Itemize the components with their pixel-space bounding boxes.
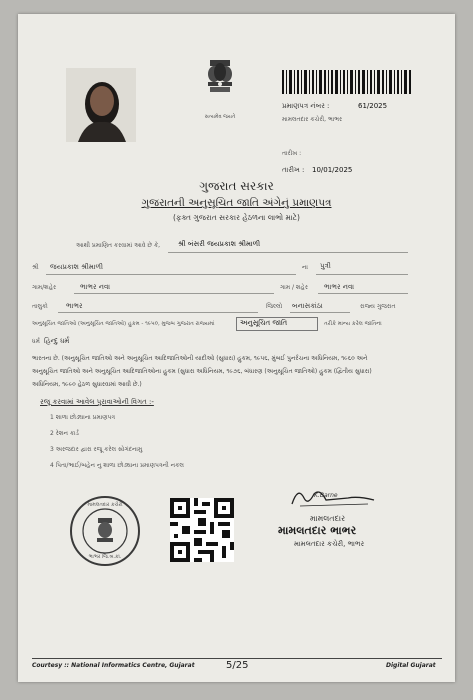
- national-emblem-icon: [198, 54, 242, 112]
- legal-line-2: અનુસૂચિત જાતિઓ અને અનુસૂચિત આદિજાતિઓના હુકમ (સુધારા અધિનિયમ, ૧૯૭૬, બંધારણ (અનુસૂચિત જાતિઓ) હુકમ (દ્વિતીય સુધારા): [32, 368, 372, 375]
- emblem-caption: સત્યમેવ જયતે: [204, 114, 236, 120]
- proof-item-4: 4 પિતા/ભાઈ/બહેન નુ શાળા છોડ્યાના પ્રમાણપત્રની નકલ: [50, 462, 184, 469]
- footer-courtesy: Courtesy :: National Informatics Centre, Gujarat: [32, 662, 195, 669]
- state-label: રાજ્ય ગુજરાત: [360, 303, 396, 310]
- qr-code-icon: [170, 498, 234, 562]
- footer-digital-gujarat: Digital Gujarat: [386, 662, 436, 669]
- certificate-page: [18, 14, 455, 682]
- signature-line-1: મામલતદાર: [310, 514, 346, 523]
- government-title: ગુજરાત સરકાર: [199, 179, 274, 193]
- caste-label-after: તરીકે માન્ય કરેલ જાતિના: [324, 321, 382, 327]
- religion-value: હિન્દુ ધર્મ: [44, 337, 70, 345]
- proof-item-3: 3 અરજદાર દ્વારા રજૂ કરેલ સોગંદનામુ: [50, 446, 143, 453]
- office-name: મામલતદાર કચેરી, ભાભર: [282, 116, 343, 123]
- ref-no: 61/2025: [358, 102, 388, 110]
- proofs-heading: રજૂ કરવામાં આવેલ પુરાવાઓની વિગત :-: [40, 398, 154, 406]
- parent-prefix: શ્રી: [32, 264, 39, 271]
- village-label: ગામ/શહેર: [32, 284, 57, 291]
- caste-label-before: અનુસૂચિત જાતિઓ (અનુસૂચિત જાતિઓ) હુકમ - ૧૯૫૦, મુજબ ગુજરાત રાજ્યમાં: [32, 321, 215, 327]
- signature-text: K.Barne: [314, 492, 338, 499]
- caste-value: અનુસૂચિત જાતિ: [240, 319, 288, 327]
- district-label: જિલ્લો: [266, 303, 283, 310]
- issue-date: 10/01/2025: [312, 166, 353, 174]
- proof-item-2: 2 રેશન કાર્ડ: [50, 430, 79, 437]
- taluka-label: તાલુકો: [32, 303, 48, 310]
- date-label: તારીખ :: [282, 166, 305, 174]
- legal-line-1: ભારતના છે. (અનુસૂચિત જાતિઓ અને અનુસૂચિત આદિજાતિઓની યાદીઓ (સુધારા) હુકમ, ૧૯૫૬, મુંબઈ પુનર્રચના અધિનિયમ, ૧૯૬૦ અને: [32, 355, 368, 362]
- village-value: ભાભર નવા: [80, 283, 111, 291]
- certify-label: આથી પ્રમાણિત કરવામાં આવે છે કે,: [76, 242, 161, 249]
- applicant-photo: [66, 68, 136, 142]
- certificate-subtitle: (ફક્ત ગુજરાત સરકાર હેઠળના લાભો માટે): [173, 213, 300, 222]
- applicant-name: શ્રી બંસરી જયપ્રકાશ શ્રીમાળી: [178, 240, 261, 248]
- legal-paragraph: [32, 352, 442, 391]
- seal-bottom-text: ભાભર જિ.બ.કાં.: [88, 554, 122, 560]
- page-number: 5/25: [226, 660, 249, 671]
- signature-line-3: મામલતદાર કચેરી, ભાભર: [294, 540, 365, 548]
- seal-outer-text: મામલતદાર કચેરી: [87, 502, 123, 508]
- taluka-value: ભાભર: [66, 302, 83, 310]
- relation-value: પુત્રી: [320, 262, 331, 270]
- religion-label: ધર્મ: [32, 338, 40, 345]
- village-value-2: ભાભર નવા: [324, 283, 355, 291]
- relation-label: ના: [302, 264, 308, 271]
- barcode-icon: [282, 70, 412, 94]
- ref-no-label: પ્રમાણપત્ર નંબર :: [282, 102, 330, 110]
- signature-line-2: મામલતદાર ભાભર: [278, 524, 357, 537]
- footer-rule: [32, 658, 442, 659]
- village-label-2: ગામ / શહેર: [280, 284, 308, 291]
- proof-item-1: 1 શાળા છોડ્યાના પ્રમાણપત્ર: [50, 414, 116, 421]
- certificate-title: ગુજરાતની અનુસૂચિત જાતિ અંગેનું પ્રમાણપત્ર: [141, 197, 332, 209]
- legal-line-3: અધિનિયમ, ૧૯૯૦ હેઠળ સુધારવામાં આવી છે.): [32, 381, 142, 388]
- district-value: બનાસકાંઠા: [292, 302, 323, 310]
- date-label-upper: તારીખ :: [282, 150, 302, 157]
- parent-name: જયપ્રકાશ શ્રીમાળી: [50, 263, 104, 271]
